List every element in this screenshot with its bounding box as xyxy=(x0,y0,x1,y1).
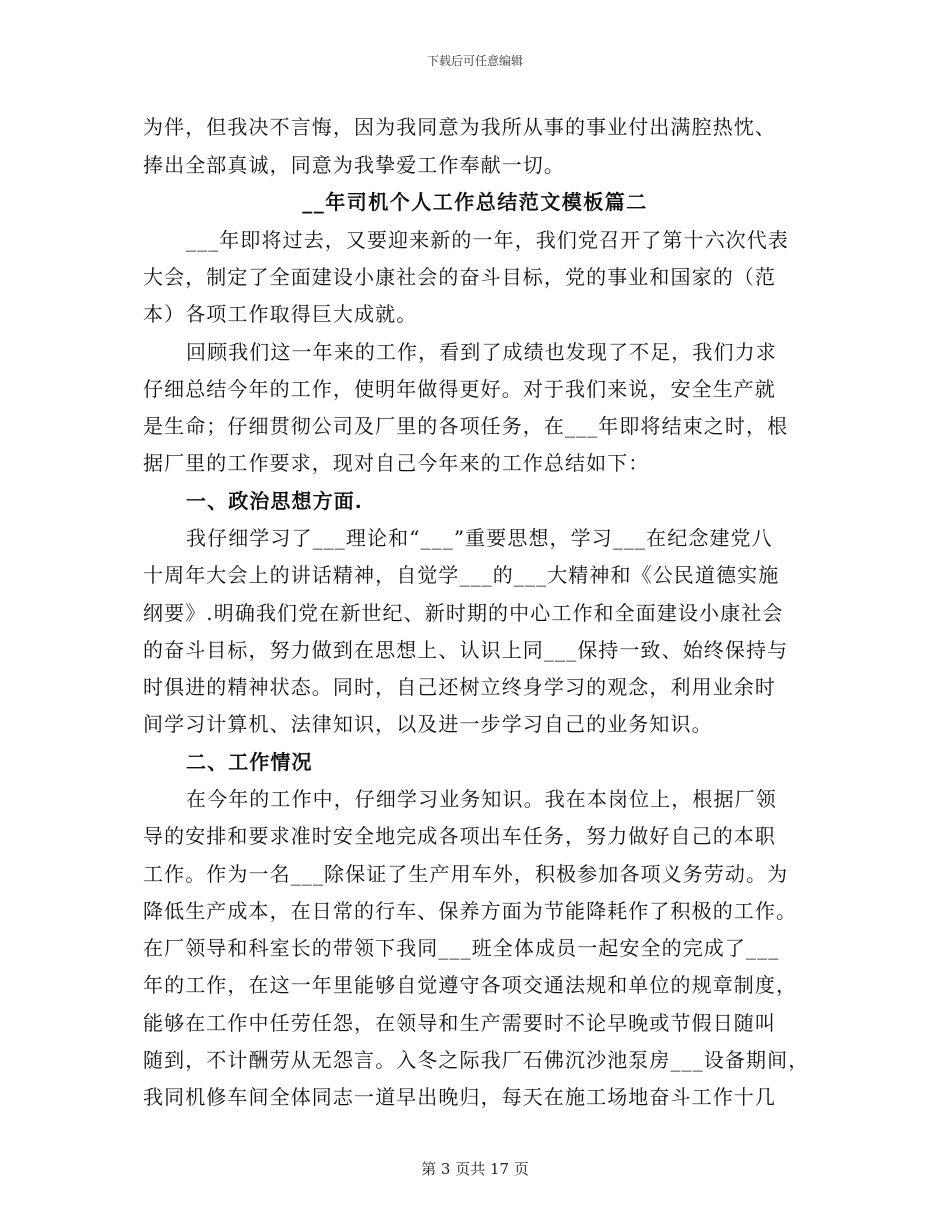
text-line: 导的安排和要求准时安全地完成各项出车任务，努力做好自己的本职 xyxy=(143,824,776,848)
text-line: 为伴，但我决不言悔，因为我同意为我所从事的事业付出满腔热忱、 xyxy=(143,115,776,139)
text-line: 年的工作，在这一年里能够自觉遵守各项交通法规和单位的规章制度， xyxy=(143,973,798,997)
paragraph-start: 我仔细学习了___理论和“___”重要思想，学习___在纪念建党八 xyxy=(186,526,773,550)
text-line: 大会，制定了全面建设小康社会的奋斗目标，党的事业和国家的（范 xyxy=(143,265,776,289)
text-line: 捧出全部真诚，同意为我挚爱工作奉献一切。 xyxy=(143,153,565,177)
page-header: 下载后可任意编辑 xyxy=(426,54,523,68)
heading-political: 一、政治思想方面. xyxy=(186,489,363,513)
paragraph-start: 回顾我们这一年来的工作，看到了成绩也发现了不足，我们力求 xyxy=(186,340,777,364)
section-title: __年司机个人工作总结范文模板篇二 xyxy=(302,190,648,214)
text-line: 间学习计算机、法律知识，以及进一步学习自己的业务知识。 xyxy=(143,712,713,736)
text-line: 纲要》.明确我们党在新世纪、新时期的中心工作和全面建设小康社会 xyxy=(143,601,784,625)
text-line: 是生命；仔细贯彻公司及厂里的各项任务，在___年即将结束之时，根 xyxy=(143,414,789,438)
text-line: 在厂领导和科室长的带领下我同___班全体成员一起安全的完成了___ xyxy=(143,936,780,960)
text-line: 时俱进的精神状态。同时，自己还树立终身学习的观念，利用业余时 xyxy=(143,675,776,699)
text-line: 随到，不计酬劳从无怨言。入冬之际我厂石佛沉沙池泵房___设备期间， xyxy=(143,1048,810,1072)
page-number: 第 3 页共 17 页 xyxy=(421,1160,529,1178)
text-line: 仔细总结今年的工作，使明年做得更好。对于我们来说，安全生产就 xyxy=(143,377,776,401)
text-line: 降低生产成本，在日常的行车、保养方面为节能降耗作了积极的工作。 xyxy=(143,899,798,923)
text-line: 本）各项工作取得巨大成就。 xyxy=(143,302,418,326)
paragraph-start: 在今年的工作中，仔细学习业务知识。我在本岗位上，根据厂领 xyxy=(186,787,777,811)
text-line: 十周年大会上的讲话精神，自觉学___的___大精神和《公民道德实施 xyxy=(143,563,780,587)
text-line: 我同机修车间全体同志一道早出晚归，每天在施工场地奋斗工作十几 xyxy=(143,1085,776,1109)
text-line: 据厂里的工作要求，现对自己今年来的工作总结如下： xyxy=(143,451,650,475)
paragraph-start: ___年即将过去，又要迎来新的一年，我们党召开了第十六次代表 xyxy=(186,228,789,252)
heading-work: 二、工作情况 xyxy=(186,750,313,774)
text-line: 工作。作为一名___除保证了生产用车外，积极参加各项义务劳动。为 xyxy=(143,862,789,886)
text-line: 能够在工作中任劳任怨，在领导和生产需要时不论早晚或节假日随叫 xyxy=(143,1011,776,1035)
text-line: 的奋斗目标，努力做到在思想上、认识上同___保持一致、始终保持与 xyxy=(143,638,789,662)
